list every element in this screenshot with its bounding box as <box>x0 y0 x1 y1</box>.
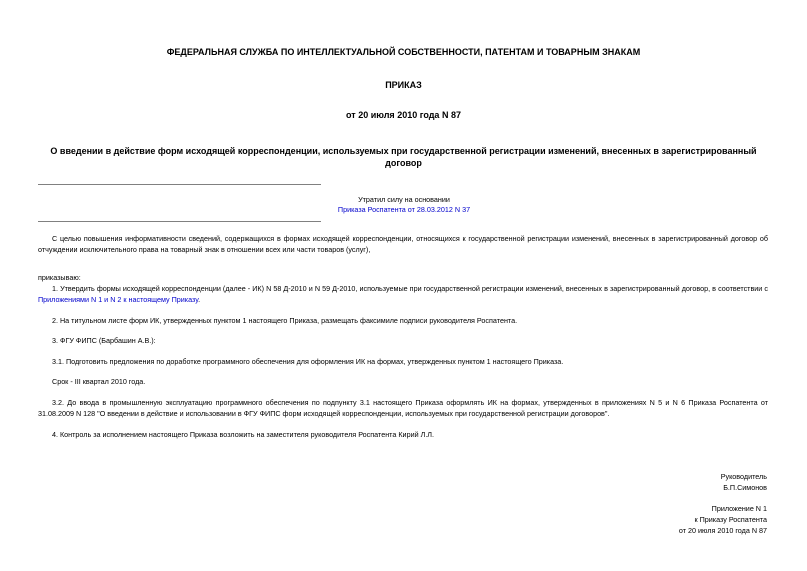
item-3-paragraph: 3. ФГУ ФИПС (Барбашин А.В.): <box>52 336 156 345</box>
status-bottom-rule <box>38 221 321 222</box>
item-1-paragraph <box>38 284 768 306</box>
deadline-paragraph: Срок - III квартал 2010 года. <box>52 377 146 386</box>
item-4-paragraph: 4. Контроль за исполнением настоящего Приказа возложить на заместителя руководителя Роспатента Кирий Л.Л. <box>52 430 435 439</box>
status-top-rule <box>38 184 321 185</box>
signature-role: Руководитель <box>720 472 767 481</box>
item-3-1-paragraph: 3.1. Подготовить предложения по доработке программного обеспечения для оформления ИК на формах, утвержденных пунктом 1 настоящего Приказа. <box>52 357 564 366</box>
document-type: ПРИКАЗ <box>385 80 422 90</box>
item-1-text: 1. Утвердить формы исходящей корреспонденции (далее - ИК) N 58 Д-2010 и N 59 Д-2010, используемые при государственной регистрации изменений, внесенных в зарегистрированный договор, в соответствии с <box>52 284 768 293</box>
appendices-link[interactable]: Приложениями N 1 и N 2 к настоящему Приказу <box>38 294 199 304</box>
lost-force-text: Утратил силу на основании <box>358 195 450 204</box>
order-word: приказываю: <box>38 273 81 282</box>
document-title <box>40 146 767 169</box>
item-2-paragraph: 2. На титульном листе форм ИК, утвержденных пунктом 1 настоящего Приказа, размещать факсимиле подписи руководителя Роспатента. <box>52 316 518 325</box>
title-line-1: О введении в действие форм исходящей корреспонденции, используемых при государственной регистрации изменений, внесенных в зарегистрированный <box>50 146 757 156</box>
document-date-number: от 20 июля 2010 года N 87 <box>346 110 461 120</box>
appendix-block <box>679 504 767 536</box>
appendix-line-1: Приложение N 1 <box>711 504 767 513</box>
status-note <box>321 195 487 216</box>
item-3-2-paragraph: 3.2. До ввода в промышленную эксплуатацию программного обеспечения по подпункту 3.1 настоящего Приказа оформлять ИК на формах, утвержденных в приложениях N 5 и N 6 Приказа Роспатента от 31.08.2009 N 128 "О введении в действие и использовании в ФГУ ФИПС форм исходящей корреспонденции, используемых при государственной регистрации договоров". <box>38 398 768 418</box>
signature-name: Б.П.Симонов <box>723 482 767 492</box>
item-1-end: . <box>198 294 201 304</box>
title-line-2: договор <box>385 157 422 168</box>
signature-block <box>721 472 767 494</box>
appendix-line-3: от 20 июля 2010 года N 87 <box>678 525 767 535</box>
preamble-paragraph: С целью повышения информативности сведений, содержащихся в формах исходящей корреспонденции, относящихся к государственной регистрации изменений, внесенных в зарегистрированный договор об отчуждении исключительного права на товарный знак в отношении всех или части товаров (услуг), <box>38 234 768 254</box>
agency-name: ФЕДЕРАЛЬНАЯ СЛУЖБА ПО ИНТЕЛЛЕКТУАЛЬНОЙ СОБСТВЕННОСТИ, ПАТЕНТАМ И ТОВАРНЫМ ЗНАКАМ <box>166 47 641 57</box>
appendix-line-2: к Приказу Роспатента <box>694 514 767 524</box>
basis-order-link[interactable]: Приказа Роспатента от 28.03.2012 N 37 <box>337 205 471 215</box>
